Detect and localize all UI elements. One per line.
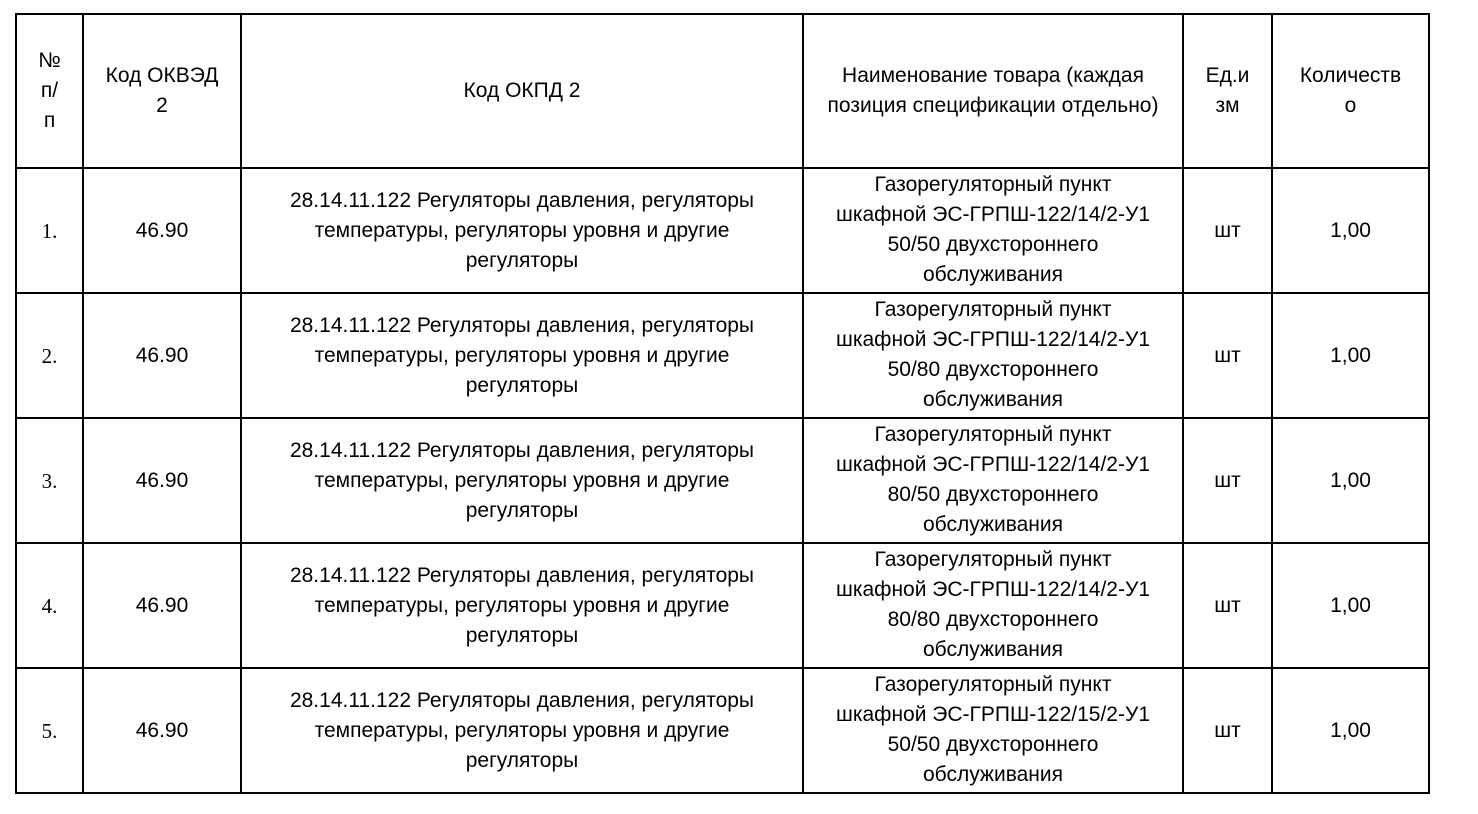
quantity-cell: 1,00 <box>1272 543 1429 668</box>
row-number-cell: 1. <box>16 168 83 293</box>
unit-cell: шт <box>1183 668 1272 793</box>
product-name-cell <box>803 418 1183 543</box>
product-name-text: Газорегуляторный пункт шкафной ЭС-ГРПШ-122/14/2-У1 50/50 двухстороннего обслуживания <box>835 173 1150 286</box>
column-header-okpd <box>241 14 803 168</box>
unit-cell: шт <box>1183 293 1272 418</box>
okpd-code-cell <box>241 543 803 668</box>
product-name-cell <box>803 168 1183 293</box>
quantity-cell: 1,00 <box>1272 293 1429 418</box>
table-row <box>16 168 1429 293</box>
quantity-cell: 1,00 <box>1272 418 1429 543</box>
quantity-cell: 1,00 <box>1272 668 1429 793</box>
product-name-cell <box>803 668 1183 793</box>
quantity-cell: 1,00 <box>1272 168 1429 293</box>
specification-table <box>15 13 1430 794</box>
column-header-okpd-label: Код ОКПД 2 <box>463 79 581 102</box>
okpd-code-cell <box>241 418 803 543</box>
okved-code-cell: 46.90 <box>83 168 241 293</box>
column-header-qty <box>1272 14 1429 168</box>
column-header-qty-label: Количество <box>1299 64 1402 117</box>
okved-code-cell: 46.90 <box>83 543 241 668</box>
column-header-okved-label: Код ОКВЭД 2 <box>105 64 219 117</box>
okpd-code-cell <box>241 293 803 418</box>
table-row <box>16 293 1429 418</box>
okpd-code-text: 28.14.11.122 Регуляторы давления, регуляторы температуры, регуляторы уровня и другие регуляторы <box>289 438 755 522</box>
okved-code-cell: 46.90 <box>83 418 241 543</box>
okpd-code-text: 28.14.11.122 Регуляторы давления, регуляторы температуры, регуляторы уровня и другие регуляторы <box>289 188 755 272</box>
column-header-num <box>16 14 83 168</box>
okved-code-cell: 46.90 <box>83 668 241 793</box>
row-number-cell: 3. <box>16 418 83 543</box>
okved-code-cell: 46.90 <box>83 293 241 418</box>
column-header-unit <box>1183 14 1272 168</box>
okpd-code-cell <box>241 168 803 293</box>
okpd-code-text: 28.14.11.122 Регуляторы давления, регуляторы температуры, регуляторы уровня и другие регуляторы <box>289 688 755 772</box>
table-row <box>16 543 1429 668</box>
column-header-name-label: Наименование товара (каждая позиция спецификации отдельно) <box>827 64 1159 117</box>
column-header-unit-label: Ед.изм <box>1205 64 1250 117</box>
okpd-code-text: 28.14.11.122 Регуляторы давления, регуляторы температуры, регуляторы уровня и другие регуляторы <box>289 563 755 647</box>
column-header-num-label: № п/п <box>38 49 61 132</box>
product-name-text: Газорегуляторный пункт шкафной ЭС-ГРПШ-122/14/2-У1 80/80 двухстороннего обслуживания <box>835 548 1150 661</box>
okpd-code-cell <box>241 668 803 793</box>
product-name-cell <box>803 293 1183 418</box>
column-header-name <box>803 14 1183 168</box>
table-row <box>16 668 1429 793</box>
product-name-text: Газорегуляторный пункт шкафной ЭС-ГРПШ-122/14/2-У1 50/80 двухстороннего обслуживания <box>835 298 1150 411</box>
row-number-cell: 5. <box>16 668 83 793</box>
table-row <box>16 418 1429 543</box>
okpd-code-text: 28.14.11.122 Регуляторы давления, регуляторы температуры, регуляторы уровня и другие регуляторы <box>289 313 755 397</box>
unit-cell: шт <box>1183 418 1272 543</box>
row-number-cell: 4. <box>16 543 83 668</box>
column-header-okved <box>83 14 241 168</box>
unit-cell: шт <box>1183 543 1272 668</box>
product-name-cell <box>803 543 1183 668</box>
product-name-text: Газорегуляторный пункт шкафной ЭС-ГРПШ-122/15/2-У1 50/50 двухстороннего обслуживания <box>835 673 1150 786</box>
product-name-text: Газорегуляторный пункт шкафной ЭС-ГРПШ-122/14/2-У1 80/50 двухстороннего обслуживания <box>835 423 1150 536</box>
row-number-cell: 2. <box>16 293 83 418</box>
unit-cell: шт <box>1183 168 1272 293</box>
table-header-row <box>16 14 1429 168</box>
